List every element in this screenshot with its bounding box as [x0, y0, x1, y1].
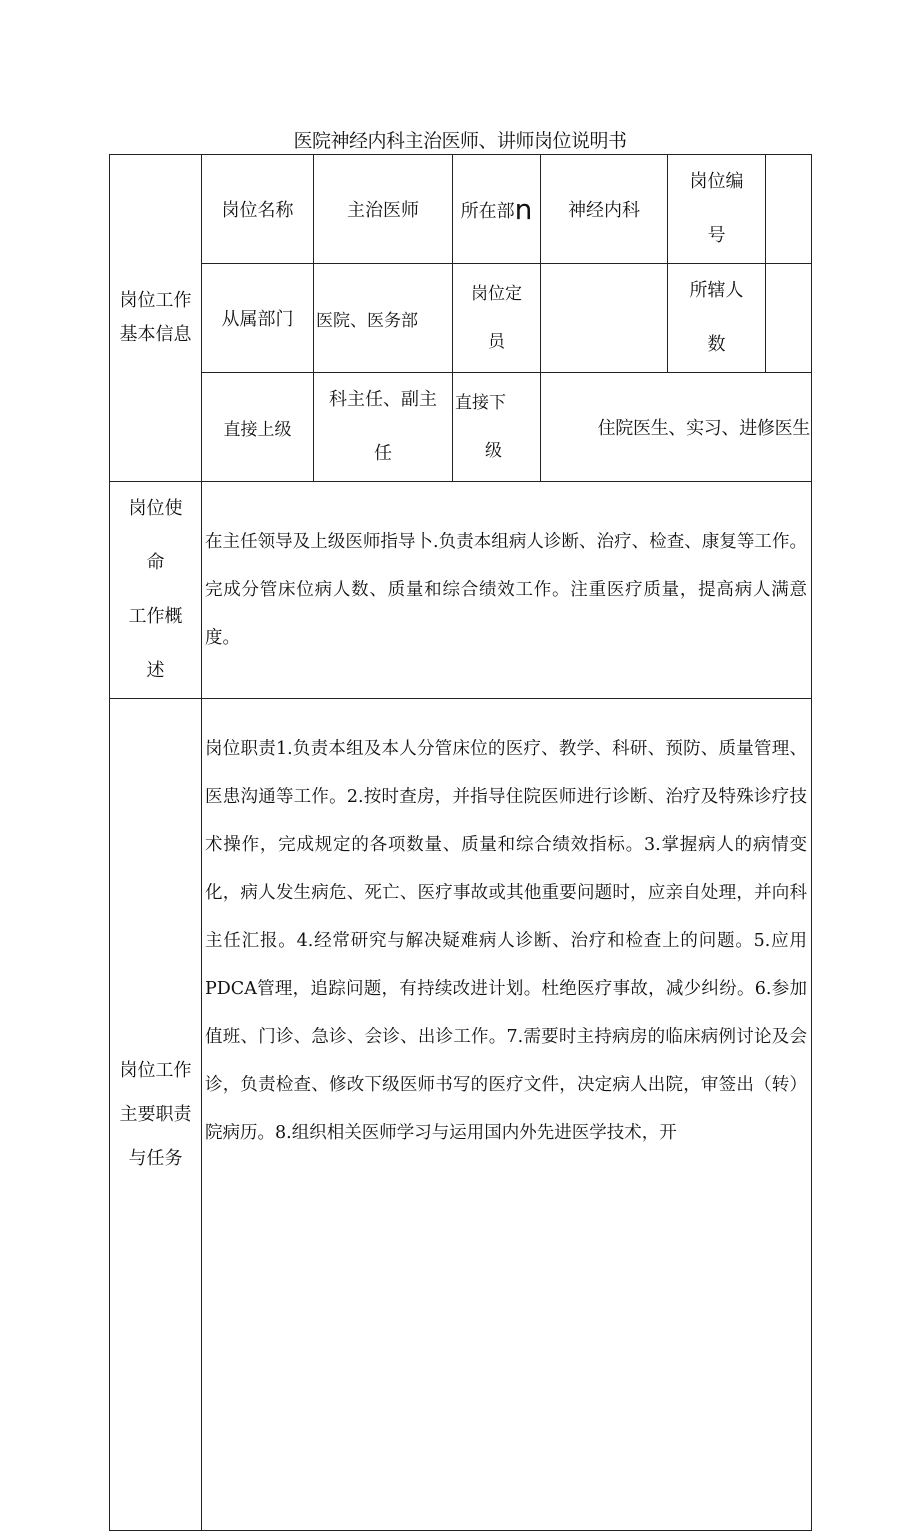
mission-row [110, 482, 812, 699]
duties-row [110, 699, 812, 1531]
position-no-label: 岗位编 号 [668, 155, 766, 264]
job-description-table [109, 154, 812, 1531]
direct-subordinate-label: 直接下 级 [453, 373, 541, 482]
duties-section-label: 岗位工作 主要职责 与任务 [110, 699, 202, 1531]
staffing-value [541, 264, 668, 373]
affiliated-dept-value: 医院、医务部 [314, 264, 453, 373]
position-no-value [766, 155, 812, 264]
basic-info-row-1 [110, 155, 812, 264]
staffing-label: 岗位定 员 [453, 264, 541, 373]
direct-superior-label: 直接上级 [202, 373, 314, 482]
page-title: 医院神经内科主治医师、讲师岗位说明书 [293, 130, 627, 152]
basic-info-row-3 [110, 373, 812, 482]
direct-superior-value: 科主任、副主 任 [314, 373, 453, 482]
affiliated-dept-label: 从属部门 [202, 264, 314, 373]
basic-info-section-label: 岗位工作 基本信息 [110, 155, 202, 482]
department-label: 所在部n [453, 155, 541, 264]
mission-section-label: 岗位使 命 工作概 述 [110, 482, 202, 699]
duties-text: 岗位职责1.负责本组及本人分管床位的医疗、教学、科研、预防、质量管理、医患沟通等工作。2.按时查房，并指导住院医师进行诊断、治疗及特殊诊疗技术操作，完成规定的各项数量、质量和综合绩效指标。3.掌握病人的病情变化，病人发生病危、死亡、医疗事故或其他重要问题时，应亲自处理，并向科主任汇报。4.经常研究与解决疑难病人诊断、治疗和检查上的问题。5.应用PDCA管理，追踪问题，有持续改进计划。杜绝医疗事故，减少纠纷。6.参加值班、门诊、急诊、会诊、出诊工作。7.需要时主持病房的临床病例讨论及会诊，负责检查、修改下级医师书写的医疗文件，决定病人出院，审签出（转）院病历。8.组织相关医师学习与运用国内外先进医学技术，开 [202, 699, 812, 1531]
department-value: 神经内科 [541, 155, 668, 264]
position-name-value: 主治医师 [314, 155, 453, 264]
subordinates-count-label: 所辖人 数 [668, 264, 766, 373]
direct-subordinate-value: 住院医生、实习、进修医生 [541, 373, 812, 482]
mission-text: 在主任领导及上级医师指导卜.负责本组病人诊断、治疗、检查、康复等工作。完成分管床位病人数、质量和综合绩效工作。注重医疗质量，提高病人满意度。 [202, 482, 812, 699]
basic-info-row-2 [110, 264, 812, 373]
position-name-label: 岗位名称 [202, 155, 314, 264]
subordinates-count-value [766, 264, 812, 373]
